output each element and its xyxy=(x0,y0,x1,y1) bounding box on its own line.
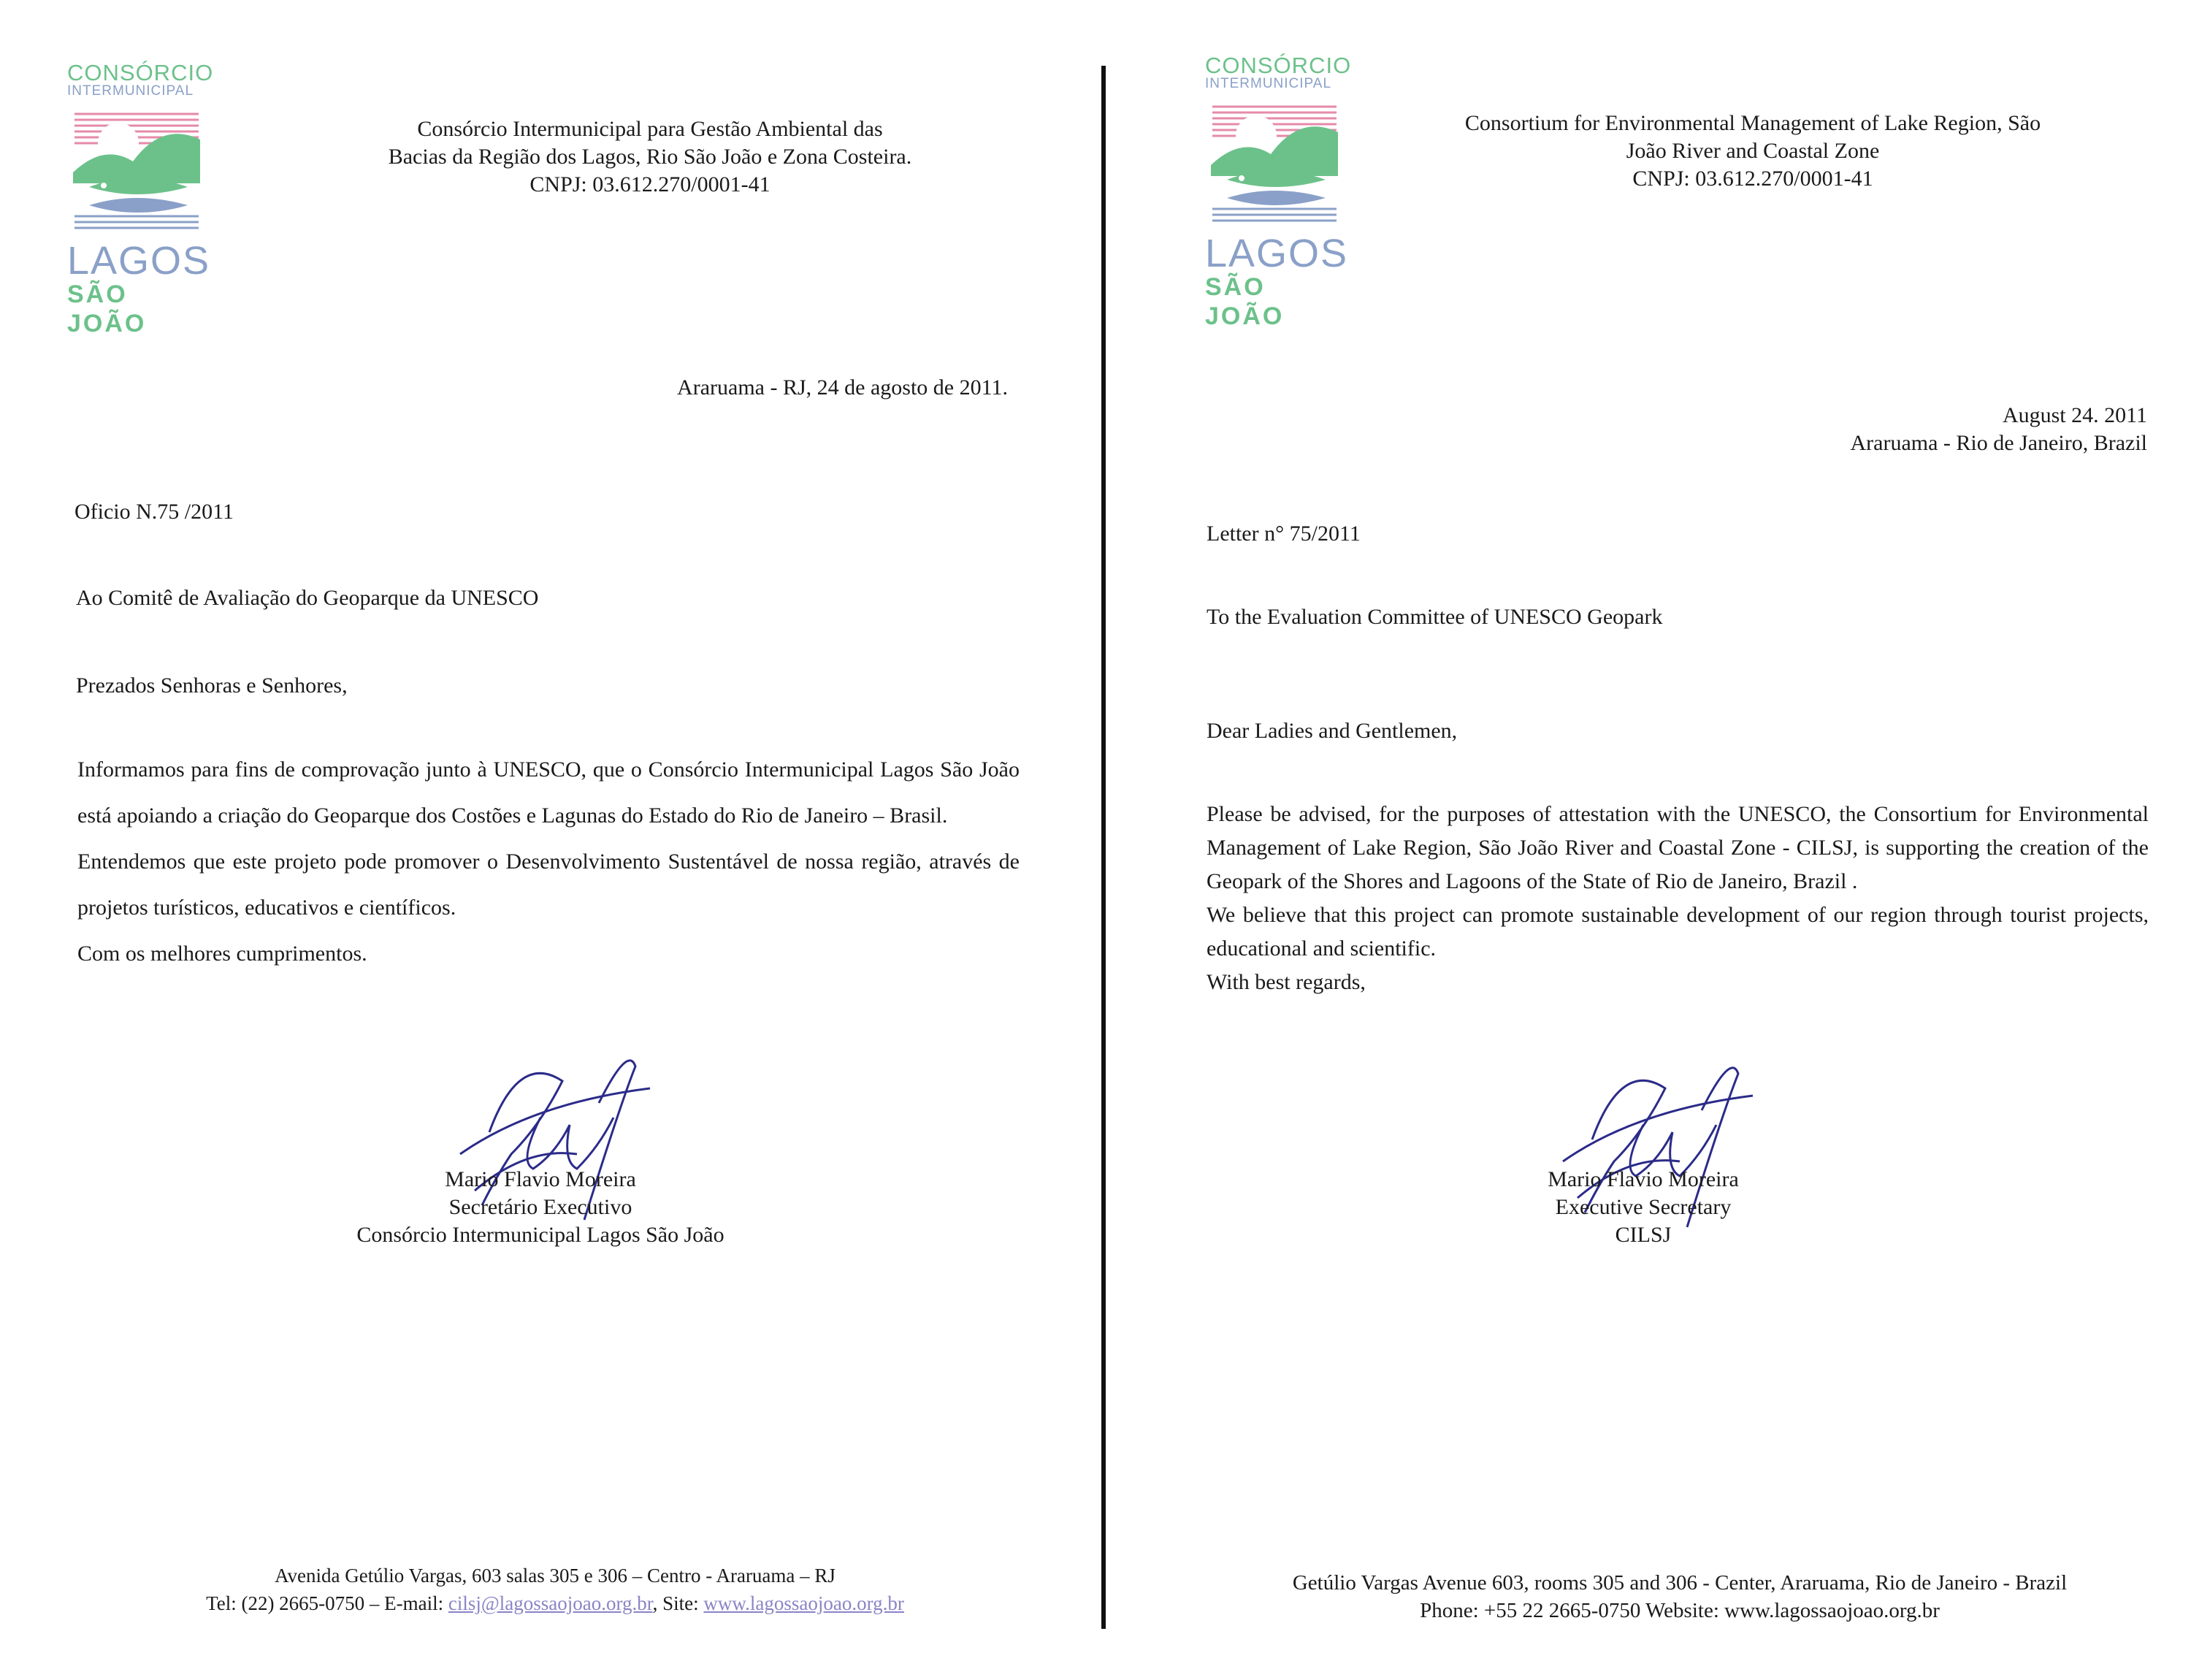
letterhead-line2: João River and Coastal Zone xyxy=(1626,139,1880,163)
letterhead-line3: CNPJ: 03.612.270/0001-41 xyxy=(1632,167,1873,191)
signatory-block xyxy=(278,1166,803,1249)
logo-text-line1: CONSÓRCIO xyxy=(1205,53,1352,78)
letterhead-line3: CNPJ: 03.612.270/0001-41 xyxy=(529,172,771,196)
body-paragraph-1: Informamos para fins de comprovação junto à UNESCO, que o Consórcio Intermunicipal Lagos São João está apoiando a criação do Geoparque dos Costões e Lagunas do Estado do Rio de Janeiro – Brasil. xyxy=(77,757,1020,828)
footer-site-label: , Site: xyxy=(652,1592,704,1614)
body-paragraph-2: Entendemos que este projeto pode promover o Desenvolvimento Sustentável de nossa região, através de projetos turísticos, educativos e científicos. xyxy=(77,849,1020,920)
email-link[interactable]: cilsj@lagossaojoao.org.br xyxy=(448,1592,653,1614)
letterhead xyxy=(1388,110,2118,193)
logo-text-line4: SÃO JOÃO xyxy=(1205,273,1285,330)
letterhead-line2: Bacias da Região dos Lagos, Rio São João e Zona Costeira. xyxy=(388,145,912,169)
letter-addressee: Ao Comitê de Avaliação do Geoparque da UNESCO xyxy=(76,586,539,610)
letter-reference: Letter n° 75/2011 xyxy=(1207,522,1361,546)
letter-closing: Com os melhores cumprimentos. xyxy=(77,942,367,966)
logo-text-line2: INTERMUNICIPAL xyxy=(1205,76,1332,91)
letter-footer xyxy=(146,1562,964,1617)
signatory-organization: CILSJ xyxy=(1615,1223,1672,1247)
page-divider xyxy=(1101,66,1106,1629)
signatory-organization: Consórcio Intermunicipal Lagos São João xyxy=(356,1223,724,1247)
logo-text-line3: LAGOS xyxy=(1205,232,1349,275)
website-link[interactable]: www.lagossaojoao.org.br xyxy=(703,1592,904,1614)
letter-body xyxy=(1207,798,2149,999)
letter-salutation: Dear Ladies and Gentlemen, xyxy=(1207,719,1458,743)
letter-closing: With best regards, xyxy=(1207,970,1366,994)
letter-date: Araruama - RJ, 24 de agosto de 2011. xyxy=(677,375,1008,400)
logo-emblem-icon xyxy=(1205,92,1344,231)
signatory-title: Executive Secretary xyxy=(1555,1195,1732,1219)
letter-date-block xyxy=(1621,402,2147,457)
signatory-block xyxy=(1490,1166,1797,1249)
logo-text-line3: LAGOS xyxy=(67,239,211,283)
letter-addressee: To the Evaluation Committee of UNESCO Geopark xyxy=(1207,605,1663,629)
signatory-name: Mario Flavio Moreira xyxy=(445,1167,636,1191)
body-paragraph-2: We believe that this project can promote sustainable development of our region through tourist projects, educational and scientific. xyxy=(1207,903,2149,961)
signatory-title: Secretário Executivo xyxy=(448,1195,632,1219)
letter-date: August 24. 2011 xyxy=(2002,403,2147,427)
logo-text-line1: CONSÓRCIO xyxy=(67,60,214,85)
logo-emblem-icon xyxy=(67,99,206,238)
letterhead xyxy=(278,115,1022,199)
logo-text-line2: INTERMUNICIPAL xyxy=(67,83,194,99)
letter-place: Araruama - Rio de Janeiro, Brazil xyxy=(1850,431,2147,455)
logo-text-line4: SÃO JOÃO xyxy=(67,280,147,337)
consortium-logo xyxy=(1205,53,1351,331)
letterhead-line1: Consortium for Environmental Management of Lake Region, São xyxy=(1464,111,2041,135)
letter-body xyxy=(77,747,1020,977)
letterhead-line1: Consórcio Intermunicipal para Gestão Ambiental das xyxy=(417,117,883,141)
footer-contact: Phone: +55 22 2665-0750 Website: www.lagossaojoao.org.br xyxy=(1420,1599,1940,1622)
right-letter-page xyxy=(1110,0,2191,1680)
consortium-logo xyxy=(67,60,213,338)
letter-reference: Oficio N.75 /2011 xyxy=(74,500,234,524)
body-paragraph-1: Please be advised, for the purposes of attestation with the UNESCO, the Consortium for Environmental Management of Lake Region, São João River and Coastal Zone - CILSJ, is supporting the creation of the Geopark of the Shores and Lagoons of the State of Rio de Janeiro, Brazil . xyxy=(1207,802,2149,893)
letter-footer xyxy=(1198,1569,2162,1624)
footer-address: Avenida Getúlio Vargas, 603 salas 305 e 306 – Centro - Araruama – RJ xyxy=(275,1565,836,1587)
signatory-name: Mario Flavio Moreira xyxy=(1548,1167,1739,1191)
letter-salutation: Prezados Senhoras e Senhores, xyxy=(76,673,348,698)
footer-tel: Tel: (22) 2665-0750 – E-mail: xyxy=(206,1592,448,1614)
footer-contact xyxy=(146,1589,964,1617)
footer-address: Getúlio Vargas Avenue 603, rooms 305 and 306 - Center, Araruama, Rio de Janeiro - Brazil xyxy=(1292,1571,2068,1595)
